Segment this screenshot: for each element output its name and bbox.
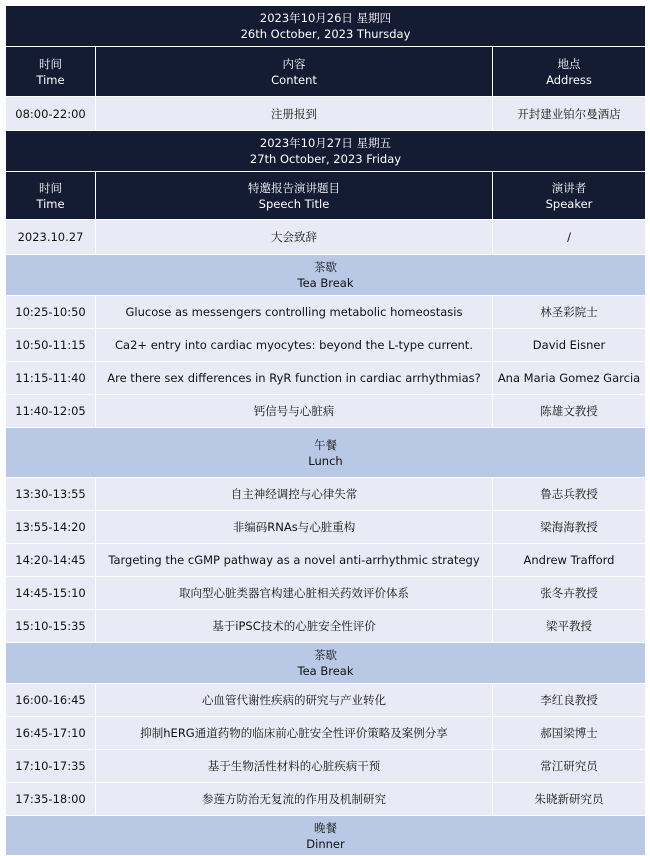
title-cell: Targeting the cGMP pathway as a novel anti-arrhythmic strategy (96, 544, 493, 576)
time-header: 时间 Time (6, 172, 96, 219)
time-cell: 15:10-15:35 (6, 610, 96, 642)
table-row (6, 97, 645, 131)
speaker-cell: 梁海海教授 (540, 520, 598, 534)
day-date-cn: 2023年10月27日 星期五 (259, 136, 392, 150)
time-cell: 08:00-22:00 (6, 97, 96, 130)
tea-break-row: 茶歇 Tea Break (6, 643, 645, 684)
table-row (6, 717, 645, 750)
table-row (6, 511, 645, 544)
column-header-row (6, 172, 645, 220)
time-cell: 17:10-17:35 (6, 750, 96, 782)
title-cell: 基于生物活性材料的心脏疾病干预 (96, 750, 493, 782)
time-cell: 2023.10.27 (6, 220, 96, 254)
content-cell: 注册报到 (96, 97, 493, 130)
title-cell: Glucose as messengers controlling metabolic homeostasis (96, 296, 493, 328)
time-cell: 17:35-18:00 (6, 783, 96, 815)
speaker-cell: / (567, 230, 571, 244)
content-header: 内容 Content (96, 47, 493, 96)
table-row (6, 220, 645, 255)
time-cell: 10:25-10:50 (6, 296, 96, 328)
time-cell: 13:55-14:20 (6, 511, 96, 543)
table-row (6, 544, 645, 577)
speaker-cell: 鲁志兵教授 (540, 487, 598, 501)
table-row (6, 577, 645, 610)
time-header: 时间 Time (6, 47, 96, 96)
time-cell: 14:45-15:10 (6, 577, 96, 609)
lunch-row: 午餐 Lunch (6, 428, 645, 478)
address-header: 地点 Address (546, 56, 592, 87)
table-row (6, 610, 645, 643)
title-cell: 取向型心脏类器官构建心脏相关药效评价体系 (96, 577, 493, 609)
speaker-cell: 郝国梁博士 (540, 726, 598, 740)
speaker-cell: 常江研究员 (540, 759, 598, 773)
title-cell: 大会致辞 (96, 220, 493, 254)
time-cell: 14:20-14:45 (6, 544, 96, 576)
title-cell: 钙信号与心脏病 (96, 395, 493, 427)
title-cell: Ca2+ entry into cardiac myocytes: beyond the L-type current. (96, 329, 493, 361)
title-cell: Are there sex differences in RyR function in cardiac arrhythmias? (96, 362, 493, 394)
speaker-cell: David Eisner (532, 338, 606, 352)
table-row (6, 783, 645, 816)
schedule-table (6, 6, 645, 856)
day-date-en: 27th October, 2023 Friday (249, 152, 402, 166)
speech-title-header: 特邀报告演讲题目 Speech Title (96, 172, 493, 219)
table-row (6, 684, 645, 717)
speaker-cell: 朱晓新研究员 (534, 792, 604, 806)
speaker-header: 演讲者 Speaker (545, 180, 593, 211)
time-cell: 11:15-11:40 (6, 362, 96, 394)
title-cell: 自主神经调控与心律失常 (96, 478, 493, 510)
speaker-cell: 张冬卉教授 (540, 586, 598, 600)
time-cell: 11:40-12:05 (6, 395, 96, 427)
table-row (6, 750, 645, 783)
title-cell: 心血管代谢性疾病的研究与产业转化 (96, 684, 493, 716)
speaker-cell: Ana Maria Gomez Garcia (497, 371, 641, 385)
table-row (6, 329, 645, 362)
day-banner (6, 131, 645, 172)
speaker-cell: 梁平教授 (546, 619, 592, 633)
day-date-en: 26th October, 2023 Thursday (240, 27, 411, 41)
time-cell: 10:50-11:15 (6, 329, 96, 361)
time-cell: 16:00-16:45 (6, 684, 96, 716)
day-banner (6, 6, 645, 47)
table-row (6, 362, 645, 395)
title-cell: 抑制hERG通道药物的临床前心脏安全性评价策略及案例分享 (96, 717, 493, 749)
speaker-cell: 李红良教授 (540, 693, 598, 707)
table-row (6, 478, 645, 511)
day-date-cn: 2023年10月26日 星期四 (259, 11, 392, 25)
speaker-cell: 陈雄文教授 (540, 404, 598, 418)
speaker-cell: Andrew Trafford (523, 553, 615, 567)
time-cell: 13:30-13:55 (6, 478, 96, 510)
title-cell: 基于iPSC技术的心脏安全性评价 (96, 610, 493, 642)
time-cell: 16:45-17:10 (6, 717, 96, 749)
title-cell: 非编码RNAs与心脏重构 (96, 511, 493, 543)
table-row (6, 395, 645, 428)
column-header-row (6, 47, 645, 97)
speaker-cell: 林圣彩院士 (540, 305, 598, 319)
tea-break-row: 茶歇 Tea Break (6, 255, 645, 296)
dinner-row: 晚餐 Dinner (6, 816, 645, 856)
address-cell: 开封建业铂尔曼酒店 (517, 106, 621, 121)
table-row (6, 296, 645, 329)
title-cell: 参莲方防治无复流的作用及机制研究 (96, 783, 493, 815)
